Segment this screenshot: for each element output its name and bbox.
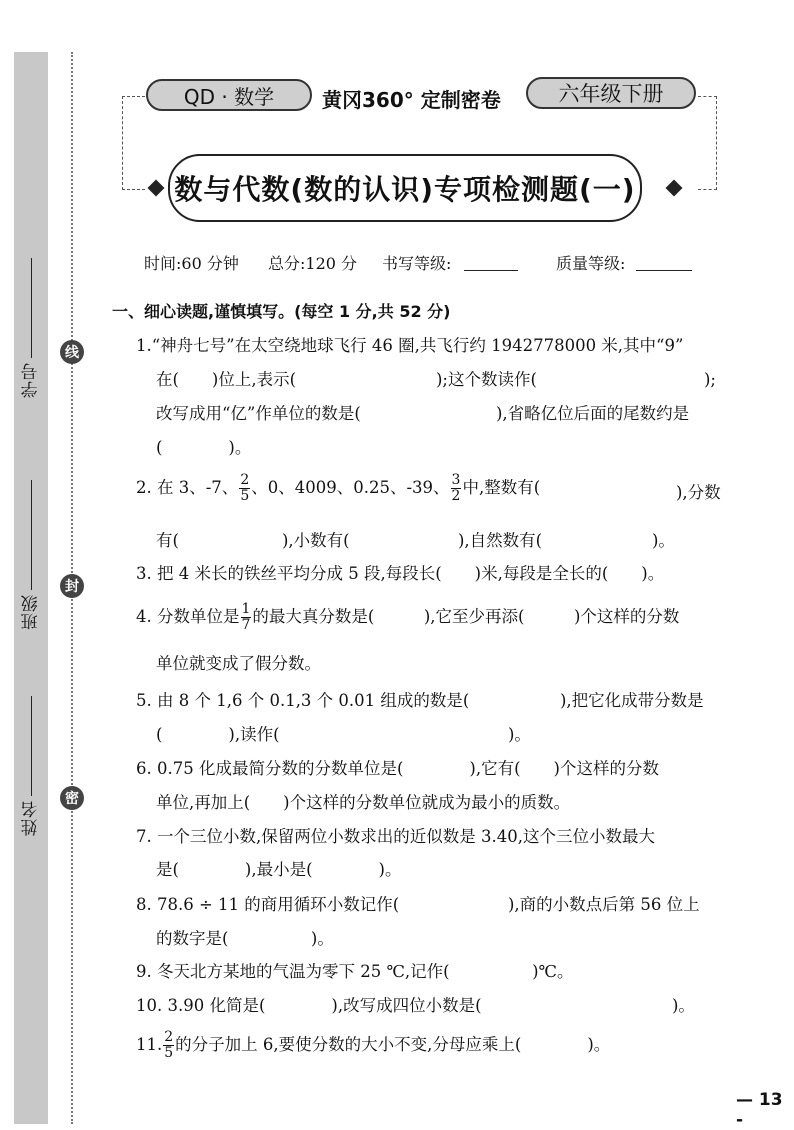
q3-line: 3. 把 4 米长的铁丝平均分成 5 段,每段长( )米,每段是全长的( )。 (136, 564, 665, 583)
page-title: 数与代数(数的认识)专项检测题(一) (168, 154, 642, 222)
q4-line2: 单位就变成了假分数。 (156, 654, 321, 673)
q8-line2: 的数字是( )。 (156, 929, 334, 948)
section1-heading: 一、细心读题,谨慎填写。(每空 1 分,共 52 分) (112, 302, 451, 321)
q2-fraction-2 (451, 473, 462, 503)
q5-line2-a: ( ),读作( (156, 725, 280, 744)
name-blank[interactable] (30, 696, 32, 796)
grade-badge: 六年级下册 (526, 77, 696, 109)
q2-fraction-2-num: 3 (451, 472, 461, 488)
name-label: 姓名 (21, 800, 42, 836)
q11-fraction-den: 5 (164, 1044, 174, 1061)
q4-fraction-num: 1 (241, 601, 251, 617)
student-id-label: 学号 (21, 362, 42, 398)
series-title: 黄冈360° 定制密卷 (322, 88, 501, 112)
quality-grade-label: 质量等级: (556, 254, 626, 273)
q4-text-b: 的最大真分数是( ),它至少再添( )个这样的分数 (252, 606, 680, 626)
q11-text-a: 11. (136, 1034, 163, 1054)
writing-grade-blank[interactable] (464, 270, 518, 271)
q2-fraction-1-num: 2 (240, 472, 250, 488)
q2-text-a: 2. 在 3、-7、 (136, 477, 239, 497)
seal-mi: 密 (60, 786, 84, 810)
q5-line1-b: ),把它化成带分数是 (560, 691, 704, 710)
seal-feng: 封 (60, 574, 84, 598)
q11-line (136, 1030, 610, 1060)
header-dashed-bracket-right (698, 96, 717, 190)
q1-line2-a: 在( )位上,表示( (156, 370, 297, 389)
q10-line-b: )。 (672, 996, 695, 1015)
q2-fraction-1-den: 5 (240, 487, 250, 504)
q11-fraction-num: 2 (164, 1029, 174, 1045)
class-blank[interactable] (30, 480, 32, 590)
q4-text-a: 4. 分数单位是 (136, 606, 240, 626)
q6-line2: 单位,再加上( )个这样的分数单位就成为最小的质数。 (156, 793, 571, 812)
q4-fraction-den: 7 (241, 616, 251, 633)
q11-text-b: 的分子加上 6,要使分数的大小不变,分母应乘上( )。 (175, 1034, 611, 1054)
diamond-right-icon (666, 180, 683, 197)
q1-line2-c: ); (704, 370, 716, 389)
q6-line1: 6. 0.75 化成最简分数的分数单位是( ),它有( )个这样的分数 (136, 759, 659, 778)
header-dashed-bracket-left (122, 96, 145, 190)
q1-line1: 1.“神舟七号”在太空绕地球飞行 46 圈,共飞行约 1942778000 米,其中“9” (136, 336, 684, 355)
seal-xian: 线 (60, 340, 84, 364)
q9-line: 9. 冬天北方某地的气温为零下 25 ℃,记作( )℃。 (136, 962, 574, 981)
q2-fraction-2-den: 2 (451, 487, 461, 504)
writing-grade-label: 书写等级: (382, 254, 452, 273)
q4-fraction (241, 602, 252, 632)
q2-text-c: 中,整数有( (462, 477, 541, 497)
name-field (18, 686, 44, 836)
q2-line2-b: ),小数有( (282, 531, 350, 550)
diamond-left-icon (148, 180, 165, 197)
exam-total: 总分:120 分 (268, 254, 358, 273)
exam-time: 时间:60 分钟 (144, 254, 239, 273)
student-id-blank[interactable] (30, 258, 32, 358)
q10-line-a: 10. 3.90 化简是( ),改写成四位小数是( (136, 996, 482, 1015)
q2-line2-a: 有( (156, 531, 179, 550)
q2-text-b: 、0、4009、0.25、-39、 (251, 477, 450, 497)
class-field (18, 470, 44, 630)
q2-line2-d: )。 (652, 531, 675, 550)
q1-line3-b: ),省略亿位后面的尾数约是 (496, 404, 690, 423)
q1-line2-b: );这个数读作( (436, 370, 537, 389)
q1-line4: ( )。 (156, 438, 252, 457)
student-id-field (18, 248, 44, 398)
q5-line2-b: )。 (508, 725, 531, 744)
quality-grade-blank[interactable] (636, 270, 692, 271)
q4-line1 (136, 602, 679, 632)
q5-line1-a: 5. 由 8 个 1,6 个 0.1,3 个 0.01 组成的数是( (136, 691, 470, 710)
q7-line1: 7. 一个三位小数,保留两位小数求出的近似数是 3.40,这个三位小数最大 (136, 827, 655, 846)
q1-line3-a: 改写成用“亿”作单位的数是( (156, 404, 361, 423)
class-label: 班级 (21, 594, 42, 630)
q11-fraction (163, 1030, 174, 1060)
q8-line1-a: 8. 78.6 ÷ 11 的商用循环小数记作( (136, 895, 400, 914)
q7-line2: 是( ),最小是( )。 (156, 860, 402, 879)
q2-line1-end: ),分数 (676, 483, 721, 502)
q8-line1-b: ),商的小数点后第 56 位上 (508, 895, 700, 914)
subject-badge: QD · 数学 (146, 79, 312, 111)
q2-fraction-1 (239, 473, 250, 503)
q2-line1 (136, 473, 540, 503)
page-number: — 13 - (736, 1090, 783, 1130)
q2-line2-c: ),自然数有( (458, 531, 543, 550)
